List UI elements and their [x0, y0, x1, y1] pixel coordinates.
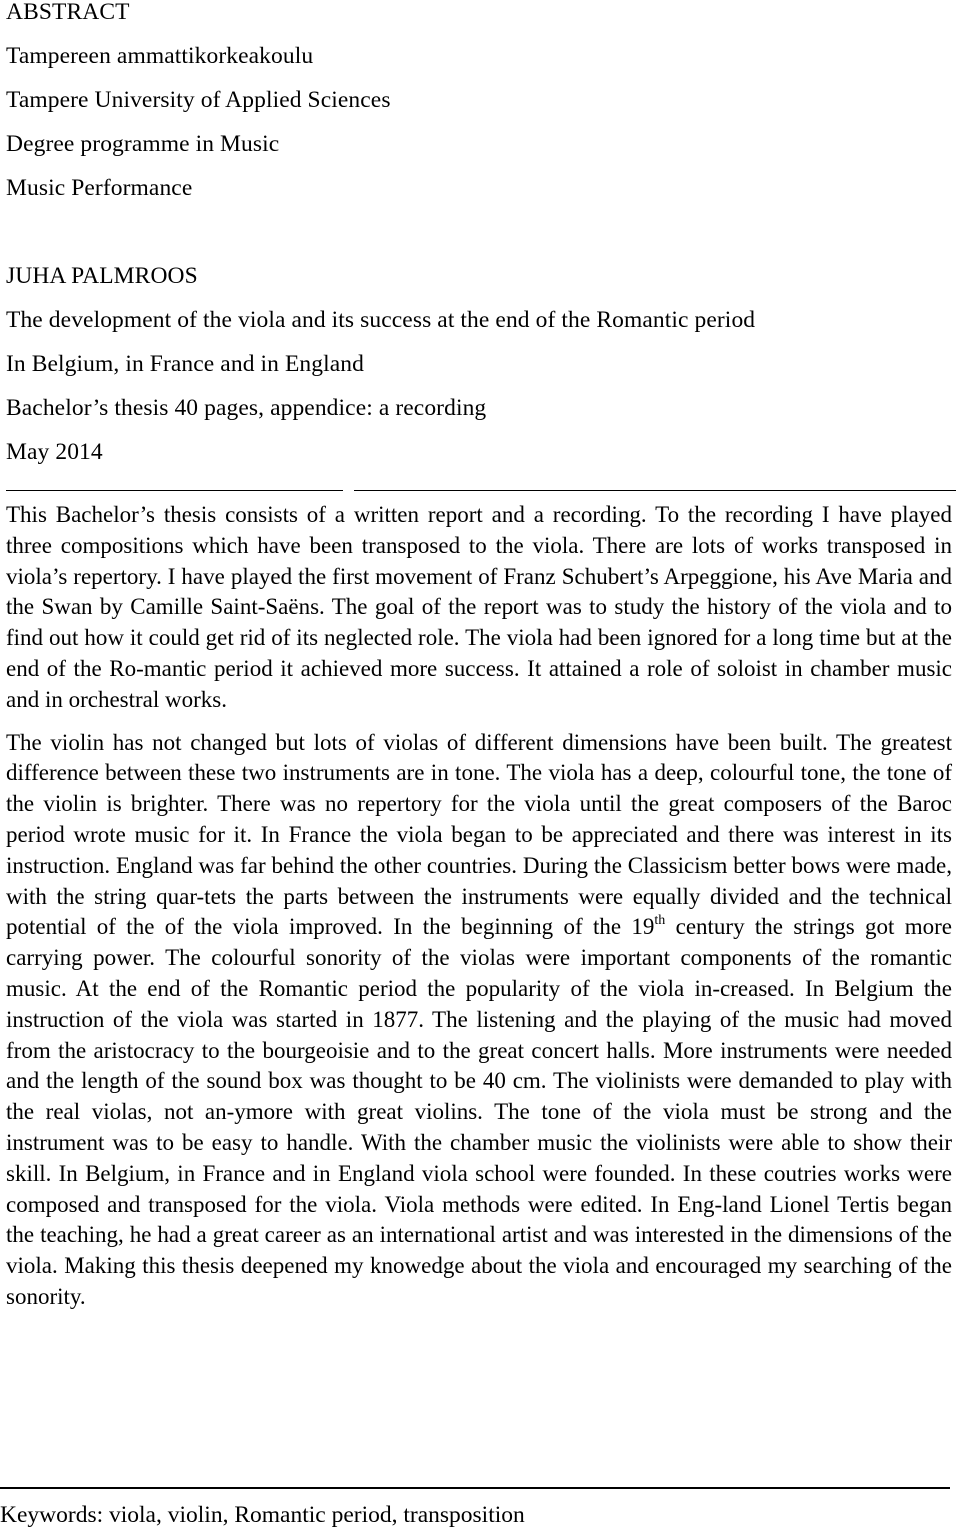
author-name: JUHA PALMROOS [6, 263, 198, 289]
separator-line-right [354, 490, 956, 491]
thesis-date: May 2014 [6, 439, 103, 465]
paragraph-2-text-end: century the strings got more carrying power. The colourful sonority of the violas were important components of the romantic music. At the end of the Romantic period the popularity of the viola in-creased. In Belgium the instruction of the viola was started in 1877. The listening and the playing of the music had moved from the aristocracy to the bourgeoisie and to the great concert halls. More instruments were needed and the length of the sound box was thought to be 40 cm. The violinists were demanded to play with the real violas, not an-ymore with great violins. The tone of the viola must be strong and the instrument was to be easy to handle. With the chamber music the violinists were able to show their skill. In Belgium, in France and in England viola school were founded. In these coutries works were composed and transposed for the viola. Viola methods were edited. In Eng-land Lionel Tertis began the teaching, he had a great career as an international artist and was interested in the dimensions of the viola. Making this thesis deepened my knowedge about the viola and encouraged my searching of the sonority. [6, 914, 952, 1309]
ordinal-superscript: th [654, 913, 666, 929]
paragraph-2-text-start: The violin has not changed but lots of violas of different dimensions have been built. The greatest difference between these two instruments are in tone. The viola has a deep, colourful tone, the tone of the violin is brighter. There was no repertory for the viola until the great composers of the Baroc period wrote music for it. In France the viola began to be appreciated and there was interest in its instruction. England was far behind the other countries. During the Classicism better bows were made, with the string quar-tets the parts between the instruments were equally divided and the technical potential of the of the viola improved. In the beginning of the 19 [6, 729, 952, 940]
abstract-paragraph-1: This Bachelor’s thesis consists of a written report and a recording. To the recording I have played three compositions which have been transposed to the viola. There are lots of works transposed in viola’s repertory. I have played the first movement of Franz Schubert’s Arpeggione, his Ave Maria and the Swan by Camille Saint-Saëns. The goal of the report was to study the history of the viola and to find out how it could get rid of its neglected role. The viola had been ignored for a long time but at the end of the Ro-mantic period it achieved more success. It attained a role of soloist in chamber music and in orchestral works. [6, 502, 952, 712]
abstract-paragraph-2 [6, 728, 952, 1313]
keywords-line: Keywords: viola, violin, Romantic period, transposition [0, 1502, 525, 1528]
degree-programme: Degree programme in Music [6, 131, 280, 157]
university-name-english: Tampere University of Applied Sciences [6, 87, 391, 113]
spacer [6, 210, 952, 254]
university-name-finnish: Tampereen ammattikorkeakoulu [6, 43, 314, 69]
abstract-heading: ABSTRACT [6, 0, 130, 25]
thesis-title-line-1: The development of the viola and its success at the end of the Romantic period [6, 307, 756, 333]
signature-lines [6, 474, 952, 500]
thesis-title-line-2: In Belgium, in France and in England [6, 351, 364, 377]
keywords-divider [0, 1487, 950, 1489]
separator-line-left [6, 490, 343, 491]
specialisation: Music Performance [6, 175, 193, 201]
thesis-info: Bachelor’s thesis 40 pages, appendice: a recording [6, 395, 487, 421]
abstract-page [6, 0, 952, 1313]
